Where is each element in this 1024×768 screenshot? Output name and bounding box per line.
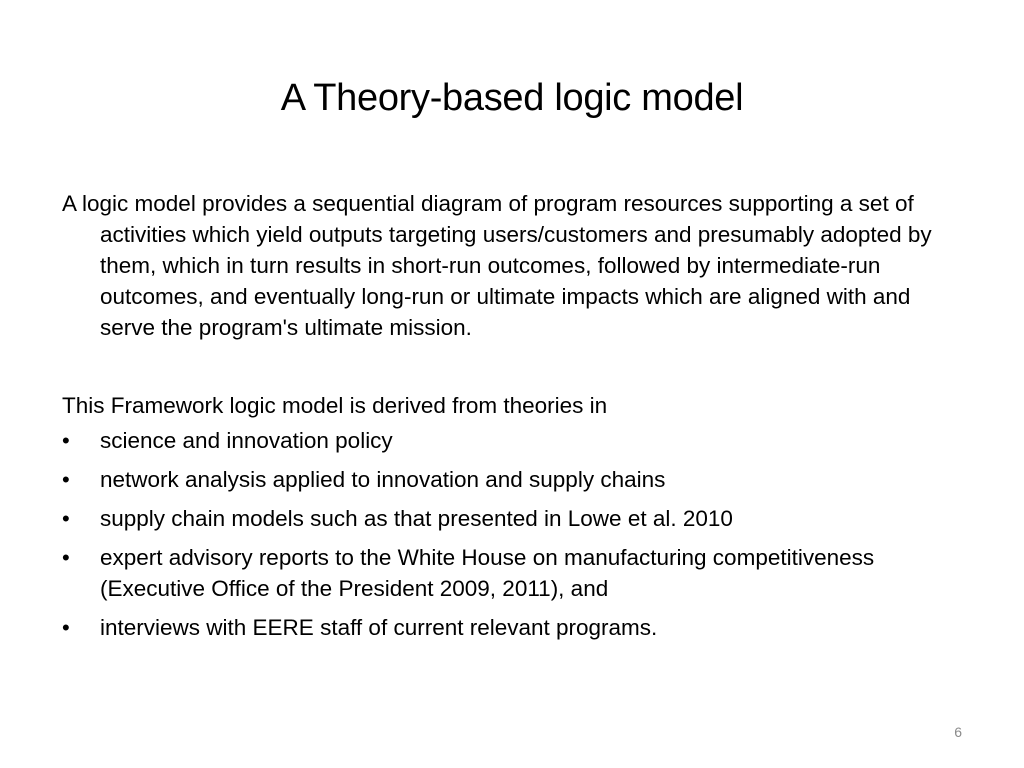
bullet-text: interviews with EERE staff of current relevant programs.	[100, 615, 658, 640]
intro-paragraph: A logic model provides a sequential diagram of program resources supporting a set of activities which yield outputs targeting users/customers and presumably adopted by them, which in turn results in short-run outcomes, followed by intermediate-run outcomes, and eventually long-run or ultimate impacts which are aligned with and serve the program's ultimate mission.	[62, 191, 932, 340]
page-number: 6	[954, 724, 962, 740]
bullet-text: supply chain models such as that presented in Lowe et al. 2010	[100, 506, 733, 531]
bullet-icon: •	[62, 506, 70, 531]
slide-title: A Theory-based logic model	[280, 77, 744, 119]
bullet-item	[62, 503, 962, 534]
bullet-item	[62, 612, 962, 643]
bullet-icon: •	[62, 467, 70, 492]
theories-bullet-list	[62, 425, 962, 643]
paragraph-spacer	[62, 343, 962, 390]
bullet-item	[62, 464, 962, 495]
bullet-item	[62, 425, 962, 456]
bullet-text: expert advisory reports to the White House on manufacturing competitiveness (Executive Office of the President 2009, 2011), and	[100, 545, 875, 601]
bullet-text: science and innovation policy	[100, 428, 393, 453]
theories-lead-text: This Framework logic model is derived from theories in	[62, 393, 608, 418]
bullet-icon: •	[62, 545, 70, 570]
bullet-text: network analysis applied to innovation and supply chains	[100, 467, 666, 492]
bullet-item	[62, 542, 962, 604]
bullet-icon: •	[62, 428, 70, 453]
bullet-icon: •	[62, 615, 70, 640]
slide-body	[62, 188, 962, 651]
